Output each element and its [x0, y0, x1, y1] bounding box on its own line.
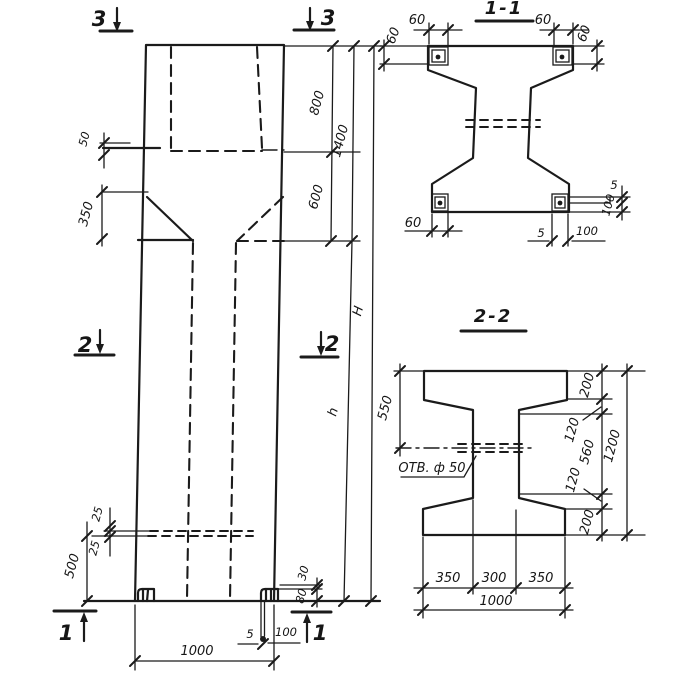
section-mark-2-right — [301, 332, 339, 357]
section-mark-3-left — [92, 7, 132, 32]
foot-left — [138, 589, 154, 601]
section-2-2-view — [375, 306, 645, 618]
dim-22-1200: 1200 — [601, 428, 625, 465]
anchor-plate-edge — [261, 601, 265, 637]
dim-25-lower: 25 — [85, 539, 103, 557]
dim-11-bottom-5: 5 — [537, 226, 545, 240]
section-mark-3-left-label: 3 — [91, 7, 107, 31]
elevation-view — [54, 6, 382, 670]
section-mark-2-right-label: 2 — [324, 332, 340, 356]
dim-22-120-top: 120 — [562, 416, 584, 445]
dim-350: 350 — [76, 200, 98, 229]
section-2-2-title: 2-2 — [473, 306, 513, 327]
dimline-350 — [102, 185, 148, 246]
section-mark-2-left-label: 2 — [77, 333, 93, 357]
dimline-50 — [100, 133, 130, 168]
web-hidden-right — [230, 243, 236, 599]
haunch-left-diagonal — [138, 197, 193, 241]
embedded-plate-bottom-left — [432, 194, 448, 211]
section-mark-3-right-label: 3 — [320, 6, 336, 30]
section-2-2-outline — [423, 371, 567, 535]
dim-600: 600 — [306, 183, 328, 212]
dimline-5-100 — [238, 643, 300, 644]
dim-1000: 1000 — [180, 644, 214, 659]
haunch-right-diagonal — [237, 197, 284, 241]
dim-11-top-left-60: 60 — [408, 13, 426, 28]
dim-11-bottom-100: 100 — [576, 224, 598, 238]
dim-22-350-left: 350 — [435, 571, 461, 586]
foot-right — [261, 589, 278, 601]
section-mark-2-left — [75, 330, 114, 357]
dim-11-left-60: 60 — [383, 25, 404, 47]
dim-22-350-right: 350 — [528, 571, 554, 586]
dim-22-200-top: 200 — [577, 371, 599, 400]
dim-11-top-right-60: 60 — [534, 13, 552, 28]
dim-11-right-60: 60 — [574, 23, 595, 45]
section-mark-1-right — [292, 612, 331, 645]
dim-22-300: 300 — [481, 571, 507, 586]
dim-30: 30 — [294, 564, 312, 582]
dim-h: h — [325, 406, 342, 419]
web-hidden-left — [187, 243, 193, 599]
dim-22-550: 550 — [375, 394, 397, 423]
section-1-1-outline — [428, 46, 573, 212]
section-mark-1-left-label: 1 — [58, 621, 74, 645]
dim-22-200-bottom: 200 — [577, 508, 599, 537]
dim-800: 800 — [307, 89, 329, 118]
dim-H: H — [350, 304, 368, 318]
section-1-1-title: 1-1 — [484, 0, 524, 19]
section-mark-1-left — [54, 611, 96, 645]
dim-11-side-100: 100 — [598, 192, 618, 218]
hole-label: ОТВ. ф 50 — [398, 461, 466, 476]
dim-5: 5 — [246, 627, 254, 641]
hole-line-hidden — [148, 531, 253, 536]
dim-25-upper: 25 — [88, 505, 106, 523]
dim-1400: 1400 — [329, 123, 353, 160]
dim-22-1000: 1000 — [479, 594, 513, 609]
recess-hidden-right — [257, 47, 262, 148]
dim-22-560: 560 — [577, 438, 599, 467]
dim-100: 100 — [275, 625, 297, 639]
dimline-H — [371, 46, 374, 601]
dim-50: 50 — [75, 130, 93, 148]
section-mark-1-right-label: 1 — [312, 621, 328, 645]
embedded-plate-top-right — [553, 47, 572, 65]
dim-11-bottom-left-60: 60 — [404, 216, 422, 231]
section-mark-3-right — [294, 6, 335, 31]
dim-11-side-5: 5 — [610, 178, 618, 192]
dim-80: 80 — [292, 587, 310, 605]
dim-500: 500 — [62, 552, 84, 581]
section-1-1-view — [379, 0, 630, 246]
embedded-plate-top-left — [429, 47, 448, 65]
hole-callout — [398, 456, 476, 477]
dim-22-120-bottom: 120 — [563, 466, 585, 495]
